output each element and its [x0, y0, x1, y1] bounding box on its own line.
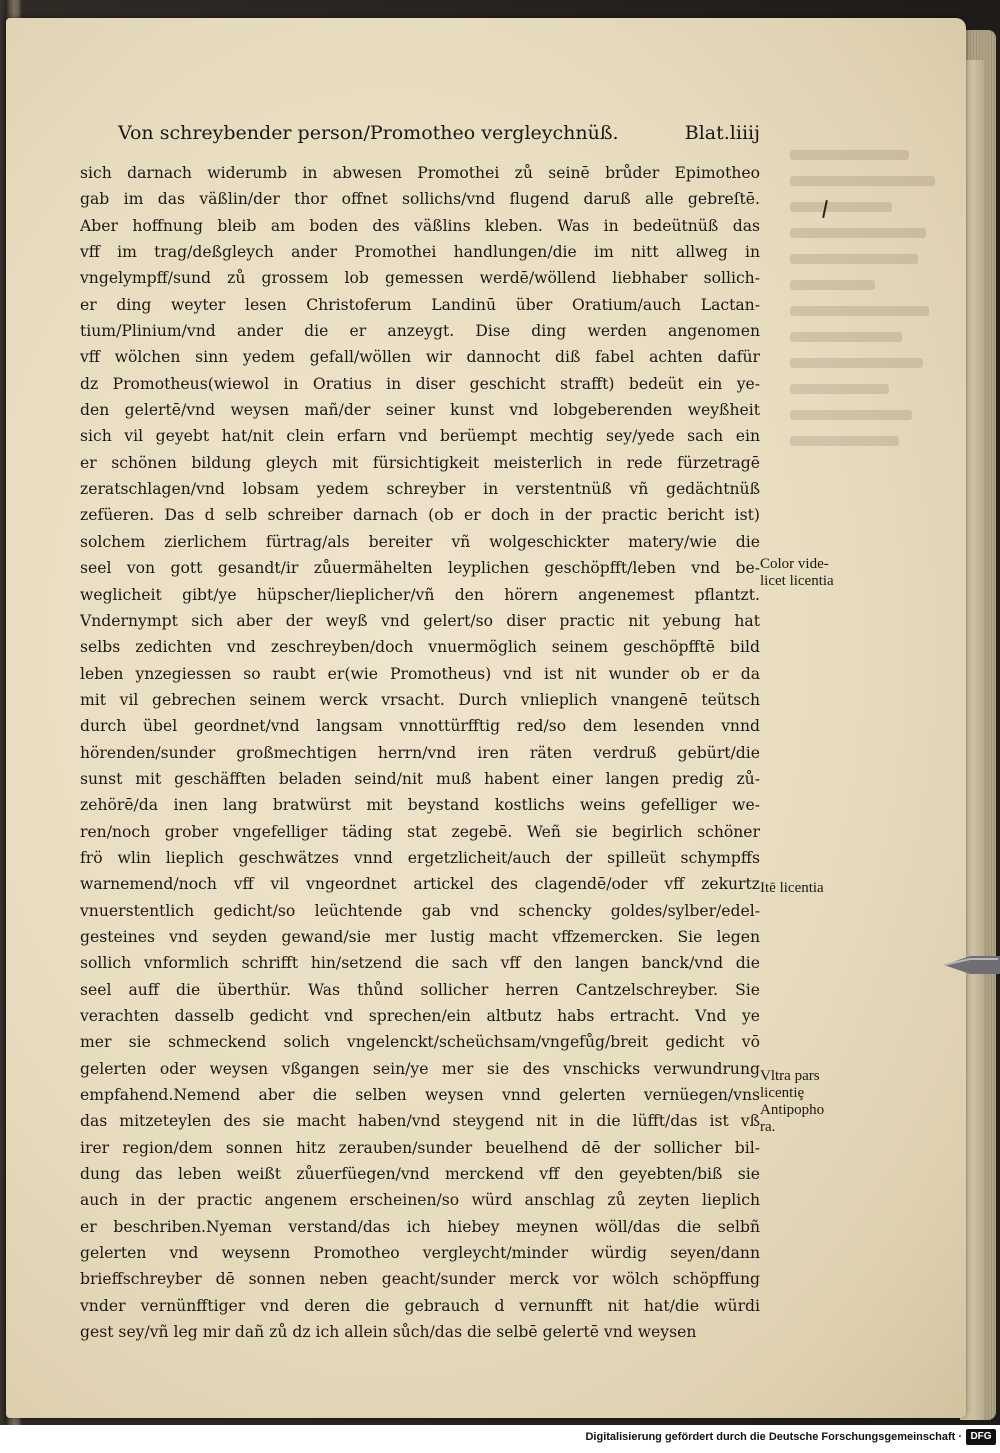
- text-line: sunst mit geschäfften beladen seind/nit muß habent einer langen predig zů-: [80, 769, 760, 788]
- text-line: seel auff die überthür. Was thůnd sollicher herren Cantzelschreyber. Sie: [80, 980, 760, 999]
- body-text: [80, 160, 760, 1345]
- text-line: gesteines vnd seyden gewand/sie mer lustig macht vffzemercken. Sie legen: [80, 927, 760, 946]
- text-line: selbs zedichten vnd zeschreyben/doch vnuermöglich seinem geschöpfftē bild: [80, 638, 760, 657]
- text-line: vff im trag/deßgleych ander Promothei handlungen/die im nitt allweg in: [80, 243, 760, 262]
- margin-note-color-videlicet: Color vide- licet licentia: [760, 556, 834, 589]
- text-line: zehörē/da inen lang bratwürst mit beystand kostlichs weins gefelliger we-: [80, 796, 760, 815]
- text-line: weglicheit gibt/ye hüpscher/lieplicher/vñ den hörern angenemest pflantzt.: [80, 585, 760, 604]
- text-line: empfahend.Nemend aber die selben weysen vnnd gelerten vernüegen/vns: [80, 1086, 760, 1105]
- text-line: Vndernympt sich aber der weyß vnd gelert/so diser practic nit yebung hat: [80, 611, 760, 630]
- text-line: gab im das väßlin/der thor offnet sollichs/vnd flugend daruß alle gebreſtē.: [80, 190, 760, 209]
- text-line: den gelertē/vnd weysen mañ/der seiner kunst vnd lobgeberenden weyßheit: [80, 401, 760, 420]
- text-line: tium/Plinium/vnd ander die er anzeygt. Dise ding werden angenomen: [80, 322, 760, 341]
- text-line: dz Promotheus(wiewol in Oratius in diser geschicht strafft) bedeüt ein ye-: [80, 374, 760, 393]
- text-line: solchem zierlichem fürtrag/als bereiter vñ wolgeschickter matery/wie die: [80, 532, 760, 551]
- text-line: brieffschreyber dē sonnen neben geacht/sunder merck vor wölch schöpffung: [80, 1270, 760, 1289]
- page-header: [118, 122, 760, 152]
- text-line: er ding weyter lesen Christoferum Landinū über Oratium/auch Lactan-: [80, 295, 760, 314]
- text-line: vngelympff/sund zů grossem lob gemessen werdē/wöllend liebhaber sollich-: [80, 269, 760, 288]
- text-line: vff wölchen sinn yedem gefall/wöllen wir dannocht diß fabel achten dafür: [80, 348, 760, 367]
- text-line: sollich vnformlich schrifft hin/setzend die sach vff den langen banck/vnd die: [80, 954, 760, 973]
- text-line: hörenden/sunder großmechtigen herrn/vnd iren räten verdruß gebürt/die: [80, 743, 760, 762]
- text-line: Aber hoffnung bleib am boden des väßlins kleben. Was in bedeütnüß das: [80, 216, 760, 235]
- text-line: sich vil geyebt hat/nit clein erfarn vnd berüempt mechtig sey/yede sach ein: [80, 427, 760, 446]
- text-line: vnder vernünfftiger vnd deren die gebrauch d vernunfft nit hat/die würdi: [80, 1296, 760, 1315]
- margin-note-item-licentia: Itē licentia: [760, 880, 824, 896]
- text-line: das mitzeteylen des sie macht haben/vnd steygend nit in die lüfft/das ist vß: [80, 1112, 760, 1131]
- text-line: warnemend/noch vff vil vngeordnet artickel des clagendē/oder vff zekurtz: [80, 875, 760, 894]
- text-line: dung das leben weißt zůuerfüegen/vnd merckend vff den geyebten/biß sie: [80, 1165, 760, 1184]
- text-line: auch in der practic angenem erscheinen/so würd anschlag zů zeyten lieplich: [80, 1191, 760, 1210]
- text-line: mit vil gebrechen seinem werck vrsacht. Durch vnlieplich vnangenē teütsch: [80, 690, 760, 709]
- text-line: zefüeren. Das d selb schreiber darnach (ob er doch in der practic bericht ist): [80, 506, 760, 525]
- text-line: mer sie schmeckend solich vngelenckt/scheüchsam/vngefůg/breit gedicht vō: [80, 1033, 760, 1052]
- page-pointer-icon: [940, 950, 1000, 980]
- text-line: frö wlin lieplich geschwätzes vnnd ergetzlicheit/auch der spilleüt schympffs: [80, 848, 760, 867]
- folio-number: Blat.liiij: [684, 122, 760, 144]
- text-line: ren/noch grober vngefelliger täding stat zegebē. Weñ sie begirlich schöner: [80, 822, 760, 841]
- margin-note-ultra-pars: Vltra pars licentiȩ Antipopho ra.: [760, 1068, 825, 1135]
- text-line: leben ynzegiessen so raubt er(wie Promotheus) vnd ist nit wunder ob er da: [80, 664, 760, 683]
- text-line: gelerten vnd weysenn Promotheo vergleycht/minder würdig seyen/dann: [80, 1244, 760, 1263]
- running-head: Von schreybender person/Promotheo vergleychnüß.: [118, 122, 619, 144]
- dfg-logo: DFG: [966, 1429, 996, 1445]
- text-line: verachten dasselb gedicht vnd sprechen/ein altbutz habs ertracht. Vnd ye: [80, 1007, 760, 1025]
- text-line: er schönen bildung gleych mit fürsichtigkeit meisterlich in rede fürzetragē: [80, 453, 760, 472]
- text-line: er beschriben.Nyeman verstand/das ich hiebey meynen wöll/das die selbñ: [80, 1217, 760, 1236]
- text-line: durch übel geordnet/vnd langsam vnnottürfftig red/so dem lesenden vnnd: [80, 717, 760, 736]
- text-line: gelerten oder weysen vßgangen sein/ye mer sie des vnschicks verwundrung: [80, 1059, 760, 1078]
- digitization-credit: Digitalisierung gefördert durch die Deutsche Forschungsgemeinschaft ·: [585, 1431, 962, 1443]
- text-line: seel von gott gesandt/ir zůuermähelten leyplichen geschöpfft/leben vnd be-: [80, 559, 760, 578]
- text-line: irer region/dem sonnen hitz zerauben/sunder beuelhend dē der sollicher bil-: [80, 1138, 760, 1157]
- text-line: sich darnach widerumb in abwesen Promothei zů seinē brůder Epimotheo: [80, 164, 760, 182]
- text-line: gest sey/vñ leg mir dañ zů dz ich allein sůch/das die selbē gelertē vnd weysen: [80, 1323, 697, 1342]
- text-line: zeratschlagen/vnd lobsam yedem schreyber in verstentnüß vñ gedächtnüß: [80, 480, 760, 499]
- text-line: vnuerstentlich gedicht/so leüchtende gab vnd schencky goldes/sylber/edel-: [80, 901, 760, 920]
